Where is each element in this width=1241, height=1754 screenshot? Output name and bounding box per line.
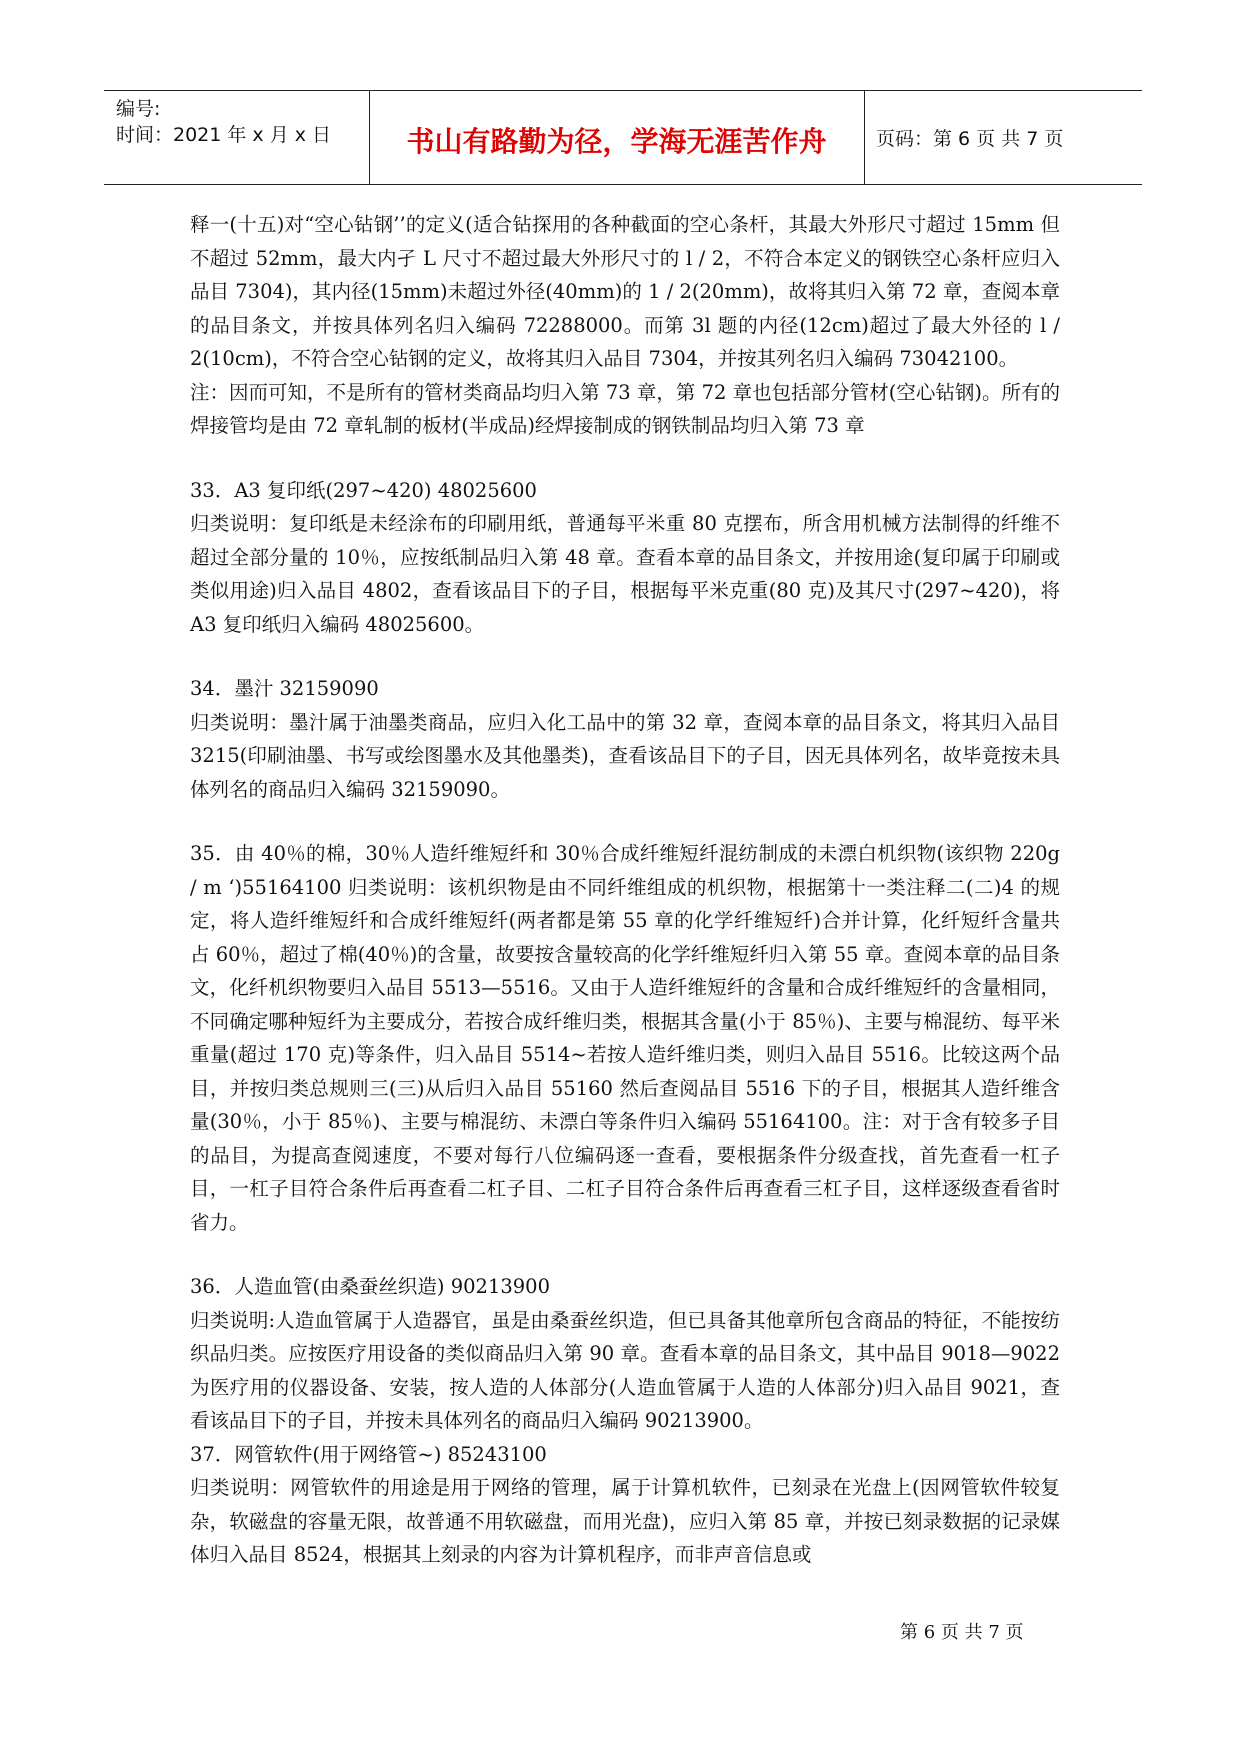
item-33-explanation: 归类说明：复印纸是未经涂布的印刷用纸，普通每平米重 80 克摆布，所含用机械方法制得的纤维不超过全部分量的 10％，应按纸制品归入第 48 章。查看本章的品目条文，并按用途(复印属于印刷或类似用途)归入品目 4802，查看该品目下的子目，根据每平米克重(80 克)及其尺寸(297~420)，将 A3 复印纸归入编码 48025600。 xyxy=(190,512,1060,636)
item-35-text: 35．由 40％的棉，30％人造纤维短纤和 30％合成纤维短纤混纺制成的未漂白机织物(该织物 220g / m ‘)55164100 归类说明：该机织物是由不同纤维组成的机织物，根据第十一类注释二(二)4 的规定，将人造纤维短纤和合成纤维短纤(两者都是第 55 章的化学纤维短纤)合并计算，化纤短纤含量共占 60％，超过了棉(40％)的含量，故要按含量较高的化学纤维短纤归入第 55 章。查阅本章的品目条文，化纤机织物要归入品目 5513—5516。又由于人造纤维短纤的含量和合成纤维短纤的含量相同，不同确定哪种短纤为主要成分，若按合成纤维归类，根据其含量(小于 85％)、主要与棉混纺、每平米重量(超过 170 克)等条件，归入品目 5514~若按人造纤维归类，则归入品目 5516。比较这两个品目，并按归类总规则三(三)从后归入品目 55160 然后查阅品目 5516 下的子目，根据其人造纤维含量(30％，小于 85％)、主要与棉混纺、未漂白等条件归入编码 55164100。注：对于含有较多子目的品目，为提高查阅速度，不要对每行八位编码逐一查看，要根据条件分级查找，首先查看一杠子目，一杠子目符合条件后再查看二杠子目、二杠子目符合条件后再查看三杠子目，这样逐级查看省时省力。 xyxy=(190,842,1060,1234)
item-34-explanation: 归类说明：墨汁属于油墨类商品，应归入化工品中的第 32 章，查阅本章的品目条文，将其归入品目 3215(印刷油墨、书写或绘图墨水及其他墨类)，查看该品目下的子目，因无具体列名，故毕竟按未具体列名的商品归入编码 32159090。 xyxy=(190,710,1060,801)
item-37-title: 37．网管软件(用于网络管~) 85243100 xyxy=(190,1442,547,1466)
item-34-title: 34．墨汁 32159090 xyxy=(190,677,379,700)
header-motto: 书山有路勤为径，学海无涯苦作舟 xyxy=(406,125,827,158)
item-36-title: 36．人造血管(由桑蚕丝织造) 90213900 xyxy=(190,1275,550,1298)
header-divider-right xyxy=(864,91,865,184)
item-37-explanation: 归类说明：网管软件的用途是用于网络的管理，属于计算机软件，已刻录在光盘上(因网管软件较复杂，软磁盘的容量无限，故普通不用软磁盘，而用光盘)，应归入第 85 章，并按已刻录数据的记录媒体归入品目 8524，根据其上刻录的内容为计算机程序，而非声音信息或 xyxy=(190,1476,1060,1566)
paragraph-gap xyxy=(190,806,1060,837)
header-meta xyxy=(116,91,361,184)
paragraph-note: 注：因而可知，不是所有的管材类商品均归入第 73 章，第 72 章也包括部分管材(空心钻钢)。所有的焊接管均是由 72 章轧制的板材(半成品)经焊接制成的钢铁制品均归入第 73 章 xyxy=(190,380,1060,437)
header-page-cell xyxy=(876,91,1142,184)
page-footer: 第 6 页 共 7 页 xyxy=(900,1622,1024,1643)
page-header xyxy=(104,90,1142,185)
paragraph-gap xyxy=(190,443,1060,474)
paragraph-gap xyxy=(190,1239,1060,1270)
item-33-title: 33．A3 复印纸(297~420) 48025600 xyxy=(190,478,537,502)
header-motto-cell xyxy=(369,91,864,184)
paragraph-definition: 释一(十五)对“空心钻钢’’的定义(适合钻探用的各种截面的空心条杆，其最大外形尺寸超过 15mm 但不超过 52mm，最大内孑 L 尺寸不超过最大外形尺寸的 l / 2，不符合本定义的钢铁空心条杆应归入品目 7304)，其内径(15mm)未超过外径(40mm)的 1 / 2(20mm)，故将其归入第 72 章，查阅本章的品目条文，并按具体列名归入编码 72288000。而第 3l 题的内径(12cm)超过了最大外径的 l / 2(10cm)，不符合空心钻钢的定义，故将其归入品目 7304，并按其列名归入编码 73042100。 xyxy=(190,213,1060,370)
item-36-explanation: 归类说明:人造血管属于人造器官，虽是由桑蚕丝织造，但已具备其他章所包含商品的特征，不能按纺织品归类。应按医疗用设备的类似商品归入第 90 章。查看本章的品目条文，其中品目 9018—9022 为医疗用的仪器设备、安装，按人造的人体部分(人造血管属于人造的人体部分)归入品目 9021，查看该品目下的子目，并按未具体列名的商品归入编码 90213900。 xyxy=(190,1308,1060,1432)
document-time-label: 时间：2021 年 x 月 x 日 xyxy=(116,124,332,146)
paragraph-gap xyxy=(190,641,1060,672)
document-code-label: 编号: xyxy=(116,98,161,120)
document-body xyxy=(190,208,1060,1572)
header-page-number: 页码：第 6 页 共 7 页 xyxy=(876,128,1064,150)
